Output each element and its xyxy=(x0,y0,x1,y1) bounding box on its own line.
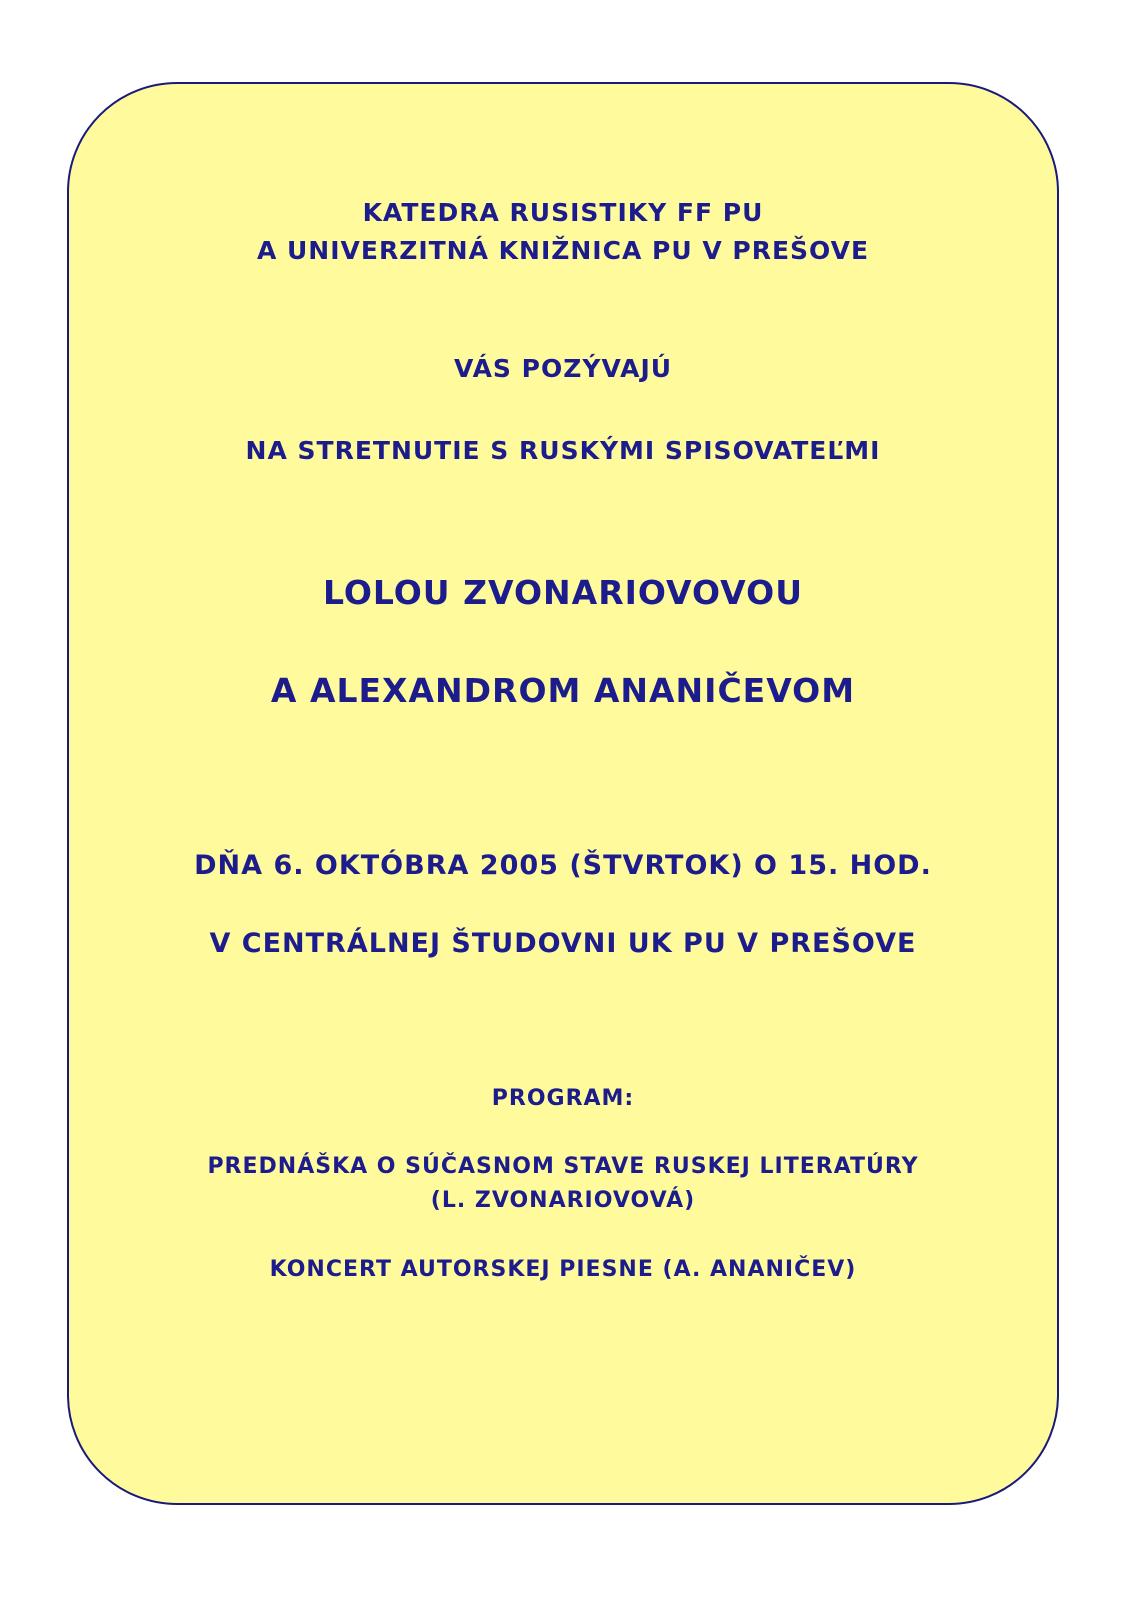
meeting-line: NA STRETNUTIE S RUSKÝMI SPISOVATEĽMI xyxy=(245,436,881,465)
program-item-lecture-speaker: (L. ZVONARIOVOVÁ) xyxy=(430,1188,696,1213)
guest-name-1: LOLOU ZVONARIOVOVOU xyxy=(323,573,803,612)
program-item-concert: KONCERT AUTORSKEJ PIESNE (A. ANANIČEV) xyxy=(269,1257,857,1282)
invite-line: VÁS POZÝVAJÚ xyxy=(453,354,673,383)
program-item-lecture: PREDNÁŠKA O SÚČASNOM STAVE RUSKEJ LITERATÚRY xyxy=(207,1154,919,1179)
program-heading: PROGRAM: xyxy=(491,1086,635,1111)
organizer-line-1: KATEDRA RUSISTIKY FF PU xyxy=(362,198,764,227)
invitation-card xyxy=(67,82,1059,1505)
organizer-line-2: A UNIVERZITNÁ KNIŽNICA PU V PREŠOVE xyxy=(256,236,870,265)
guest-name-2: A ALEXANDROM ANANIČEVOM xyxy=(270,671,856,710)
event-venue: V CENTRÁLNEJ ŠTUDOVNI UK PU V PREŠOVE xyxy=(209,928,917,959)
event-date: DŇA 6. OKTÓBRA 2005 (ŠTVRTOK) O 15. HOD. xyxy=(194,850,932,881)
